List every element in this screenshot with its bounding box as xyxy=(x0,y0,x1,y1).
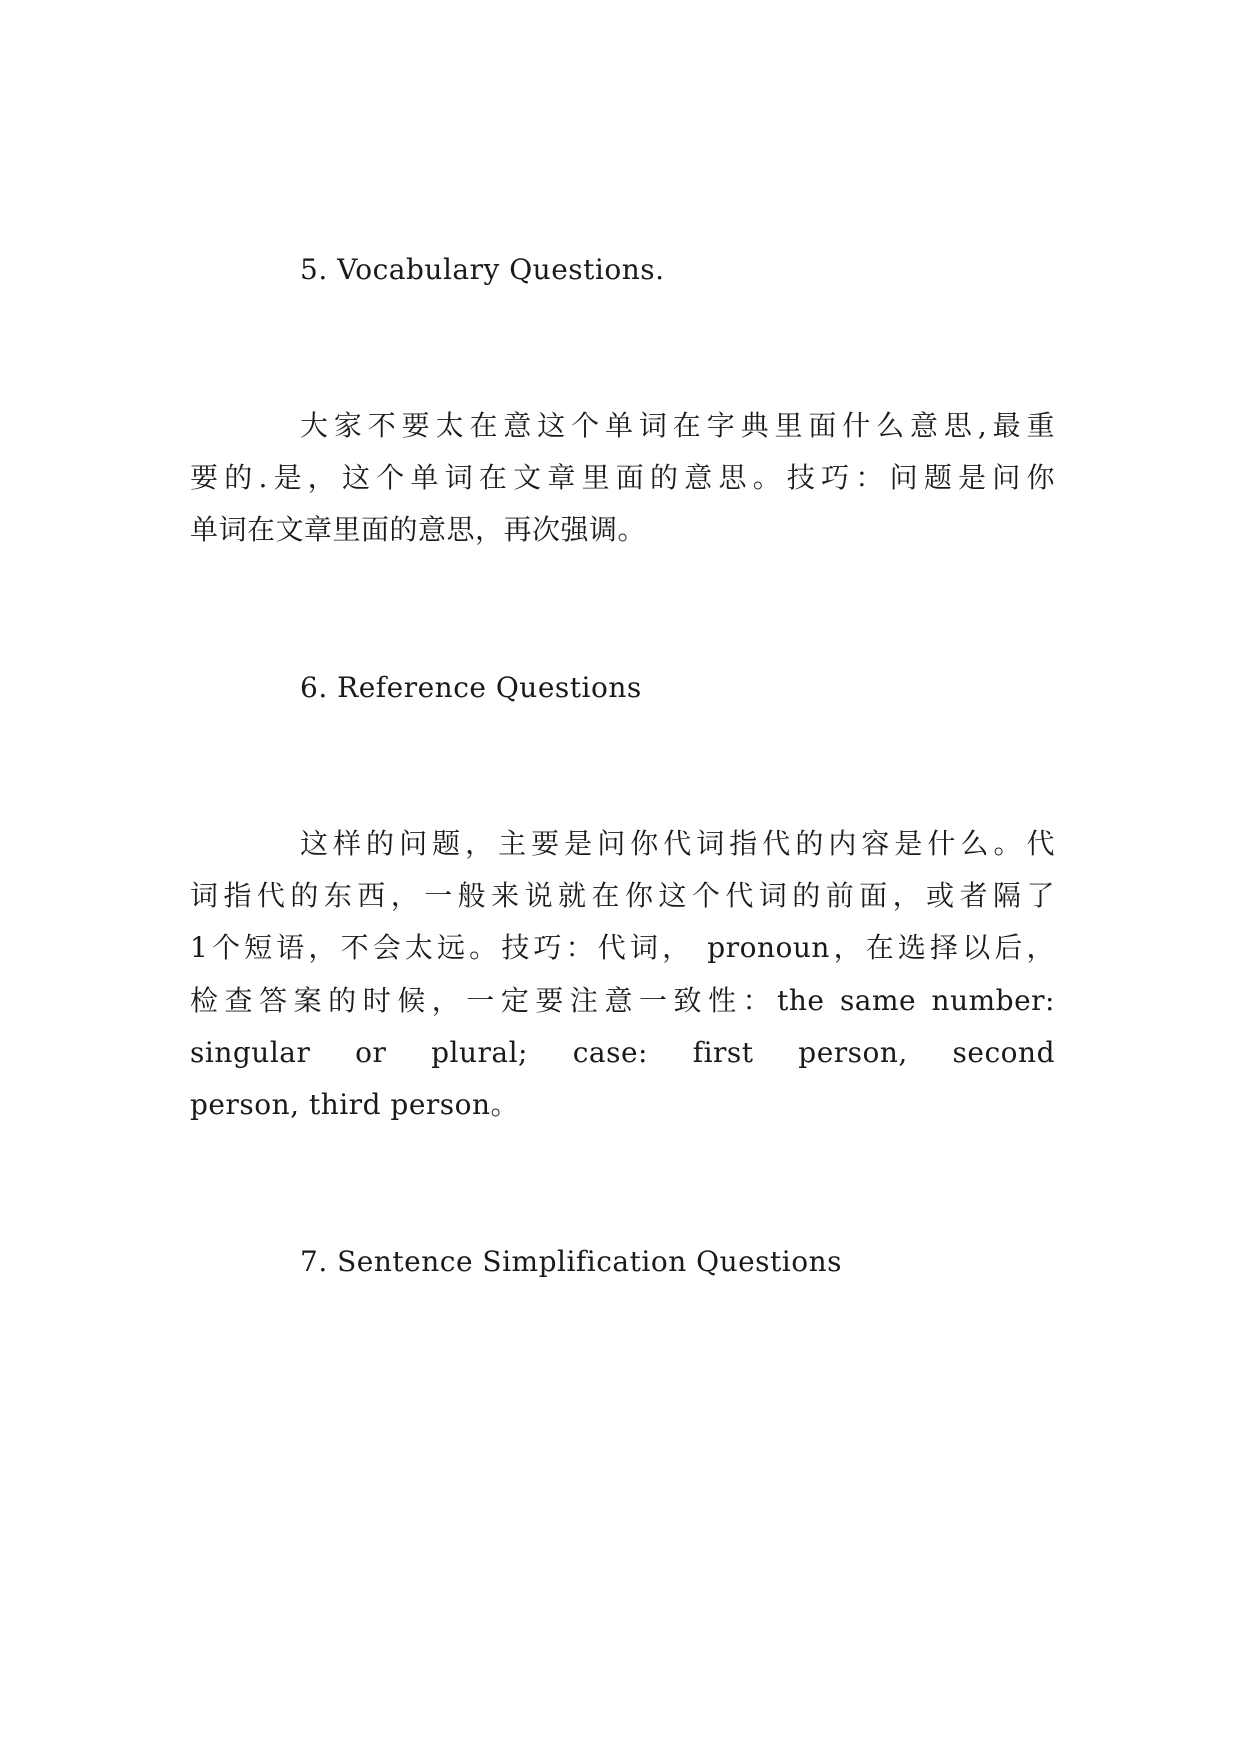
section-heading-reference: 6. Reference Questions xyxy=(300,671,642,704)
paragraph-line: person, third person。 xyxy=(190,1088,520,1121)
paragraph-line: 1个短语，不会太远。技巧：代词， pronoun，在选择以后， xyxy=(190,931,1055,964)
paragraph-line: 单词在文章里面的意思，再次强调。 xyxy=(190,513,647,546)
section-heading-sentence-simplification: 7. Sentence Simplification Questions xyxy=(300,1245,843,1278)
paragraph-line: 大家不要太在意这个单词在字典里面什么意思,最重 xyxy=(300,409,1055,442)
paragraph-line: 这样的问题，主要是问你代词指代的内容是什么。代 xyxy=(300,827,1055,860)
paragraph-line: 检查答案的时候，一定要注意一致性：the same number: xyxy=(190,984,1055,1017)
paragraph-line: singular or plural; case: first person, second xyxy=(190,1036,1055,1069)
section-heading-vocabulary: 5. Vocabulary Questions. xyxy=(300,253,665,286)
paragraph-line: 词指代的东西，一般来说就在你这个代词的前面，或者隔了 xyxy=(190,879,1055,912)
paragraph-line: 要的.是，这个单词在文章里面的意思。技巧：问题是问你 xyxy=(190,461,1055,494)
